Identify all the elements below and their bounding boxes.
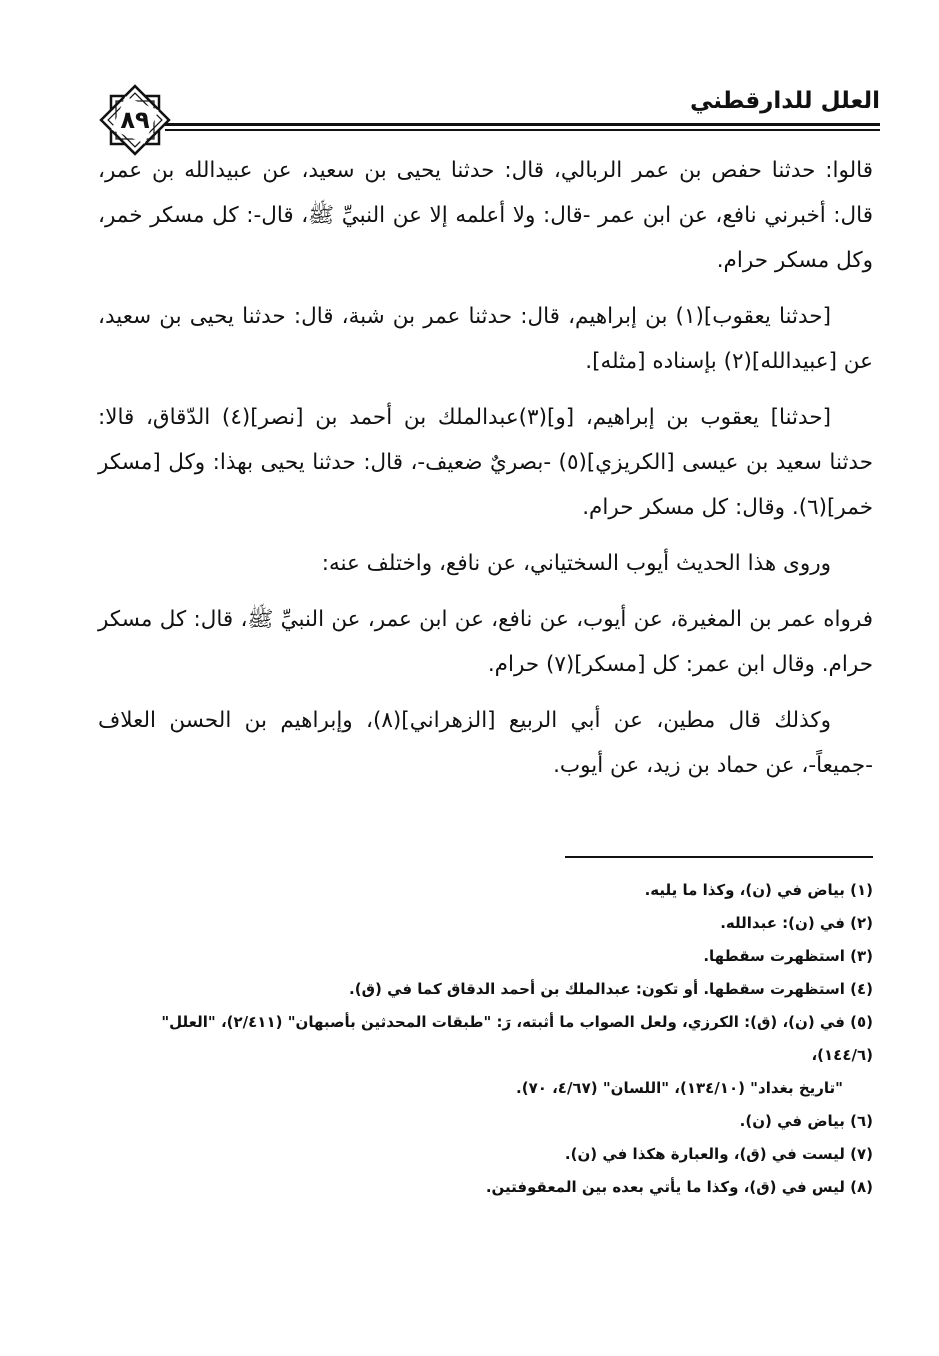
paragraph: [حدثنا] يعقوب بن إبراهيم، [و](٣)عبدالملك بن أحمد بن [نصر](٤) الدّقاق، قالا: حدثنا سعيد بن عيسى [الكريزي](٥) -بصريٌ ضعيف-، قال: حدثنا يحيى بهذا: وكل [مسكر خمر](٦). وقال: كل مسكر حرام. (98, 405, 874, 520)
paragraph: [حدثنا يعقوب](١) بن إبراهيم، قال: حدثنا عمر بن شبة، قال: حدثنا يحيى بن سعيد، عن [عبيدالله](٢) بإسناده [مثله]. (98, 304, 873, 374)
footnote: (٧) ليست في (ق)، والعبارة هكذا في (ن). (564, 1145, 873, 1163)
footnote: (٤) استظهرت سقطها. أو تكون: عبدالملك بن أحمد الدقاق كما في (ق). (349, 980, 873, 998)
book-title: العلل للدارقطني (690, 88, 880, 114)
footnote: (٨) ليس في (ق)، وكذا ما يأتي بعده بين المعقوفتين. (485, 1178, 873, 1196)
page-header (95, 78, 880, 158)
footnote: (١) بياض في (ن)، وكذا ما يليه. (644, 881, 873, 899)
page-number: ٨٩ (120, 106, 150, 134)
footnote-continuation: "تاريخ بغداد" (١٣٤/١٠)، "اللسان" (٤/٦٧، ٧٠). (516, 1079, 843, 1097)
header-rule-thin (165, 129, 880, 131)
paragraph: وكذلك قال مطين، عن أبي الربيع [الزهراني](٨)، وإبراهيم بن الحسن العلاف -جميعاً-، عن حماد بن زيد، عن أيوب. (98, 708, 873, 778)
paragraph: وروى هذا الحديث أيوب السختياني، عن نافع، واختلف عنه: (321, 551, 831, 576)
footnote: (٣) استظهرت سقطها. (703, 947, 873, 965)
footnote: (٥) في (ن)، (ق): الكرزي، ولعل الصواب ما أثبته، رَ: "طبقات المحدثين بأصبهان" (٢/٤١١)، "العلل" (١٤٤/٦)، (161, 1013, 873, 1064)
paragraph: قالوا: حدثنا حفص بن عمر الربالي، قال: حدثنا يحيى بن سعيد، عن عبيدالله بن عمر، قال: أخبرني نافع، عن ابن عمر -قال: ولا أعلمه إلا عن النبيِّ ﷺ، قال-: كل مسكر خمر، وكل مسكر حرام. (98, 158, 873, 273)
paragraph: فرواه عمر بن المغيرة، عن أيوب، عن نافع، عن ابن عمر، عن النبيِّ ﷺ، قال: كل مسكر حرام. وقال ابن عمر: كل [مسكر](٧) حرام. (98, 607, 873, 677)
footnote: (٦) بياض في (ن). (739, 1112, 873, 1130)
header-rule (165, 123, 880, 126)
footnotes (95, 874, 873, 1204)
main-text (98, 148, 873, 799)
footnote: (٢) في (ن): عبدالله. (720, 914, 873, 932)
footnote-separator (565, 856, 873, 858)
